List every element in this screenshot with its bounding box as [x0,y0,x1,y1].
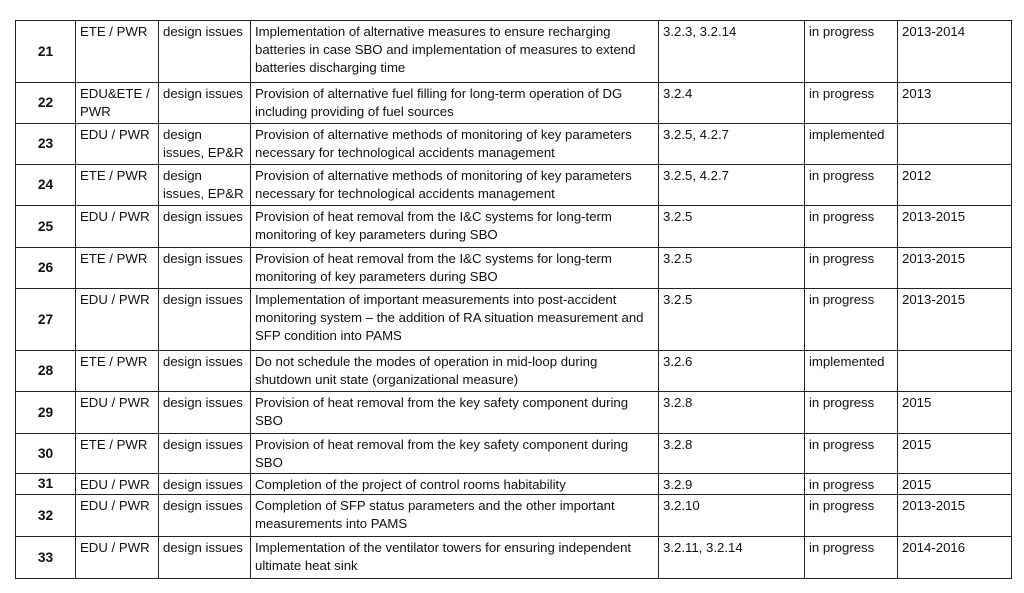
table-row [16,474,1012,495]
term-cell: 2013-2015 [898,289,1012,351]
table-row [16,83,1012,124]
category-cell: design issues, EP&R [159,124,251,165]
table-row [16,537,1012,579]
term-cell: 2013 [898,83,1012,124]
subject-cell: EDU / PWR [76,495,159,537]
status-cell: in progress [805,206,898,248]
subject-cell: ETE / PWR [76,248,159,289]
category-cell: design issues, EP&R [159,165,251,206]
reference-cell: 3.2.6 [659,351,805,392]
table-row [16,206,1012,248]
row-number: 24 [16,165,76,206]
subject-cell: EDU / PWR [76,289,159,351]
term-cell: 2013-2014 [898,21,1012,83]
description-cell: Implementation of important measurements into post-accident monitoring system – the addition of RA situation measurement and SFP condition into PAMS [251,289,659,351]
subject-cell: EDU / PWR [76,537,159,579]
reference-cell: 3.2.9 [659,474,805,495]
reference-cell: 3.2.11, 3.2.14 [659,537,805,579]
term-cell: 2015 [898,474,1012,495]
term-cell: 2013-2015 [898,495,1012,537]
category-cell: design issues [159,83,251,124]
table-row [16,289,1012,351]
subject-cell: ETE / PWR [76,434,159,474]
subject-cell: EDU&ETE / PWR [76,83,159,124]
row-number: 30 [16,434,76,474]
row-number: 33 [16,537,76,579]
status-cell: implemented [805,351,898,392]
subject-cell: EDU / PWR [76,474,159,495]
row-number: 22 [16,83,76,124]
status-cell: in progress [805,165,898,206]
actions-table [15,20,1012,579]
row-number: 25 [16,206,76,248]
reference-cell: 3.2.10 [659,495,805,537]
status-cell: in progress [805,537,898,579]
reference-cell: 3.2.5 [659,248,805,289]
description-cell: Provision of alternative fuel filling for long-term operation of DG including providing of fuel sources [251,83,659,124]
term-cell [898,351,1012,392]
description-cell: Implementation of the ventilator towers for ensuring independent ultimate heat sink [251,537,659,579]
status-cell: in progress [805,392,898,434]
row-number: 28 [16,351,76,392]
table-row [16,392,1012,434]
category-cell: design issues [159,248,251,289]
reference-cell: 3.2.3, 3.2.14 [659,21,805,83]
description-cell: Provision of heat removal from the key safety component during SBO [251,392,659,434]
table-row [16,165,1012,206]
category-cell: design issues [159,289,251,351]
subject-cell: EDU / PWR [76,206,159,248]
category-cell: design issues [159,206,251,248]
subject-cell: ETE / PWR [76,21,159,83]
category-cell: design issues [159,351,251,392]
category-cell: design issues [159,21,251,83]
reference-cell: 3.2.5 [659,206,805,248]
term-cell [898,124,1012,165]
row-number: 26 [16,248,76,289]
description-cell: Provision of heat removal from the I&C systems for long-term monitoring of key parameters during SBO [251,248,659,289]
status-cell: in progress [805,21,898,83]
reference-cell: 3.2.8 [659,434,805,474]
term-cell: 2013-2015 [898,248,1012,289]
table-row [16,434,1012,474]
description-cell: Completion of the project of control rooms habitability [251,474,659,495]
term-cell: 2012 [898,165,1012,206]
category-cell: design issues [159,434,251,474]
description-cell: Provision of heat removal from the key safety component during SBO [251,434,659,474]
category-cell: design issues [159,537,251,579]
actions-table-body [16,21,1012,579]
description-cell: Provision of alternative methods of monitoring of key parameters necessary for technological accidents management [251,165,659,206]
row-number: 27 [16,289,76,351]
subject-cell: EDU / PWR [76,392,159,434]
table-row [16,248,1012,289]
subject-cell: ETE / PWR [76,165,159,206]
term-cell: 2015 [898,434,1012,474]
term-cell: 2014-2016 [898,537,1012,579]
description-cell: Completion of SFP status parameters and the other important measurements into PAMS [251,495,659,537]
table-row [16,124,1012,165]
category-cell: design issues [159,392,251,434]
subject-cell: EDU / PWR [76,124,159,165]
term-cell: 2013-2015 [898,206,1012,248]
table-row [16,351,1012,392]
status-cell: in progress [805,289,898,351]
row-number: 21 [16,21,76,83]
table-row [16,21,1012,83]
row-number: 23 [16,124,76,165]
description-cell: Do not schedule the modes of operation in mid-loop during shutdown unit state (organizational measure) [251,351,659,392]
status-cell: in progress [805,434,898,474]
status-cell: in progress [805,83,898,124]
term-cell: 2015 [898,392,1012,434]
description-cell: Implementation of alternative measures to ensure recharging batteries in case SBO and implementation of measures to extend batteries discharging time [251,21,659,83]
category-cell: design issues [159,495,251,537]
reference-cell: 3.2.5 [659,289,805,351]
reference-cell: 3.2.4 [659,83,805,124]
table-row [16,495,1012,537]
row-number: 32 [16,495,76,537]
reference-cell: 3.2.8 [659,392,805,434]
row-number: 31 [16,474,76,495]
description-cell: Provision of heat removal from the I&C systems for long-term monitoring of key parameters during SBO [251,206,659,248]
reference-cell: 3.2.5, 4.2.7 [659,165,805,206]
reference-cell: 3.2.5, 4.2.7 [659,124,805,165]
description-cell: Provision of alternative methods of monitoring of key parameters necessary for technological accidents management [251,124,659,165]
subject-cell: ETE / PWR [76,351,159,392]
status-cell: in progress [805,248,898,289]
row-number: 29 [16,392,76,434]
status-cell: in progress [805,495,898,537]
category-cell: design issues [159,474,251,495]
status-cell: implemented [805,124,898,165]
status-cell: in progress [805,474,898,495]
